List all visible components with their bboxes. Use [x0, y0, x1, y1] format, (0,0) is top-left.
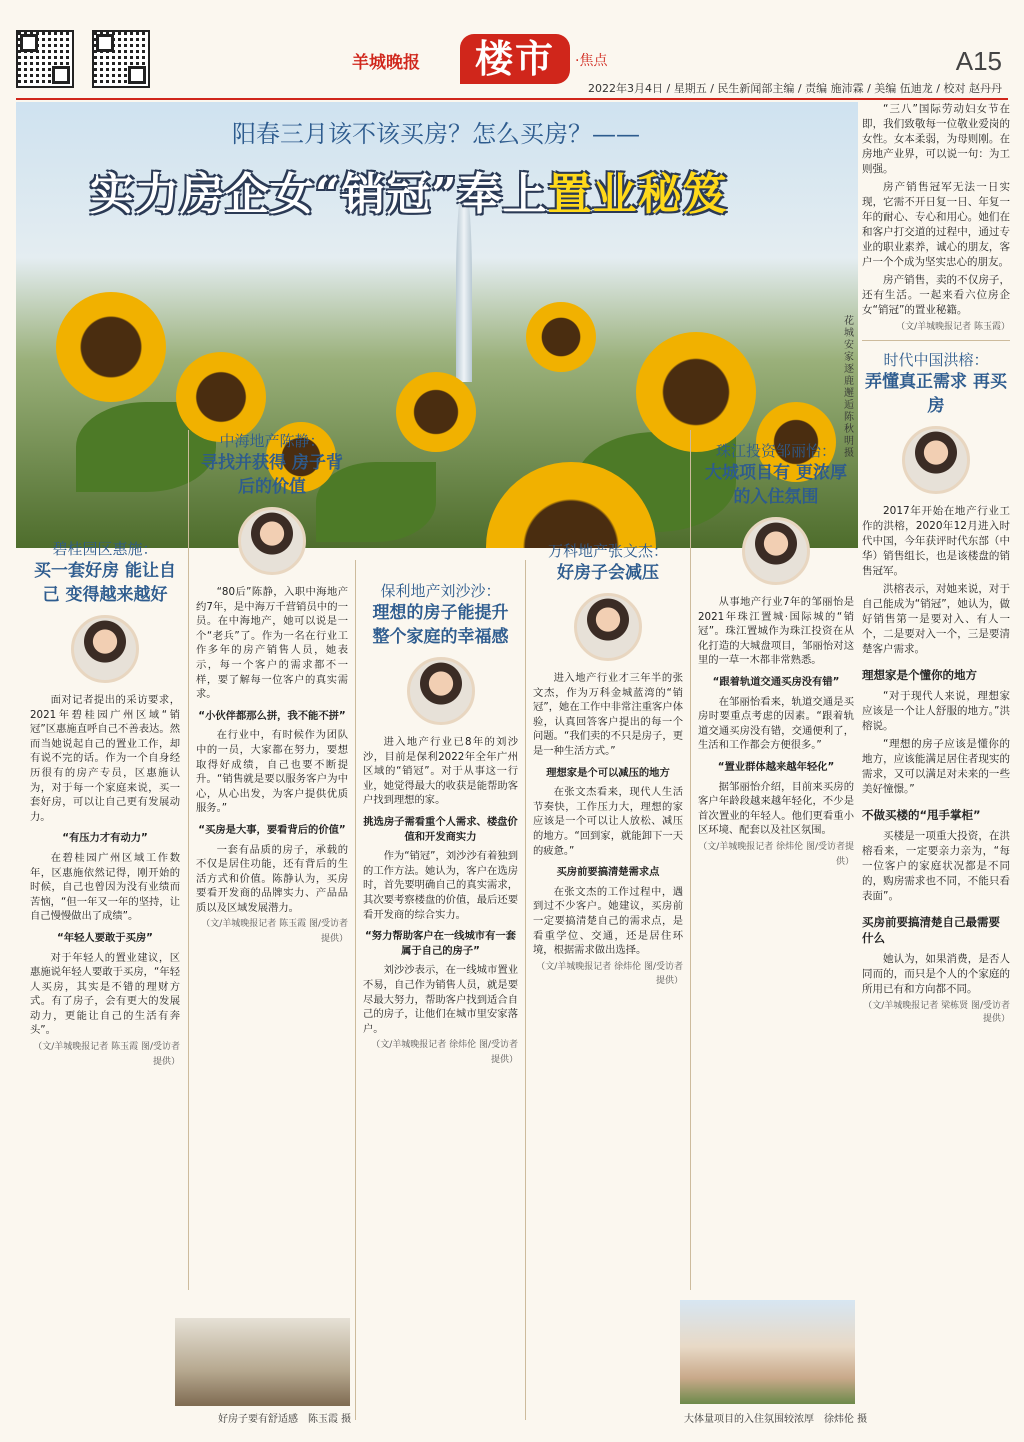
dateline: 2022年3月4日 / 星期五 / 民生新闻部主编 / 责编 施沛霖 / 美编 伍迪龙 / 校对 赵丹丹	[588, 82, 1002, 95]
article-kicker: 万科地产张文杰：	[547, 542, 668, 560]
article-headline: 好房子会减压	[557, 563, 659, 583]
qr-code-left	[16, 30, 74, 88]
article-headline: 寻找并获得 房子背后的价值	[201, 453, 343, 497]
portrait-photo	[902, 426, 970, 494]
article-kicker: 碧桂园区惠施：	[52, 540, 158, 558]
photo-credit: 花城安家逐鹿邂逅 陈秋明 摄	[844, 316, 854, 459]
sunflower	[636, 332, 756, 452]
article-paragraph: 一套有品质的房子，承载的不仅是居住功能，还有背后的生活方式和价值。陈静认为，买房要看开发商的品牌实力、产品品质以及区域发展潜力。	[196, 843, 348, 914]
intro-signature: （文/羊城晚报记者 陈玉霞）	[896, 322, 1010, 332]
article-body	[533, 671, 683, 989]
article-subhead: 挑选房子需看重个人需求、楼盘价值和开发商实力	[363, 815, 518, 843]
qr-code-right	[92, 30, 150, 88]
article-body	[196, 585, 348, 947]
article-kicker: 时代中国洪榕：	[883, 351, 989, 369]
article-paragraph: 对于年轻人的置业建议，区惠施说年轻人要敢于买房，“年轻人买房，其实是不错的理财方式。有了房子，会有更大的发展动力，更能让自己的生活有奔头”。	[30, 951, 180, 1037]
masthead-logo: 羊城晚报	[352, 53, 420, 73]
sunflower	[396, 372, 476, 452]
article-zhonghai	[196, 430, 348, 949]
building-photo	[680, 1300, 855, 1404]
article-zhujiang	[698, 440, 854, 871]
section-badge: 楼市	[460, 34, 570, 84]
article-paragraph: “对于现代人来说，理想家应该是一个让人舒服的地方。”洪榕说。	[862, 690, 1010, 732]
article-signature: （文/羊城晚报记者 徐炜伦 图/受访者提供）	[698, 841, 854, 867]
right-column	[862, 102, 1010, 1030]
article-paragraph: 面对记者提出的采访要求，2021年碧桂园广州区域“销冠”区惠施直呼自己不善表达。然而当她说起自己的置业工作，却有说不完的话。作为一个自身经历很有的房产专员，区惠施认为，对于每一个家庭来说，买一套好房，可以让自己更有发展动力。	[30, 694, 180, 823]
column-divider	[690, 430, 691, 1290]
portrait-photo	[238, 507, 306, 575]
intro-paragraph: 房产销售冠军无法一日实现，它需不开日复一日、年复一年的耐心、专心和用心。她们在和客户打交道的过程中，通过专业的职业素养，诚心的朋友，客户一个个成为坚实忠心的朋友。	[862, 181, 1010, 268]
article-signature: （文/羊城晚报记者 梁栋贤 图/受访者提供）	[863, 1001, 1010, 1024]
article-subhead: “置业群体越来越年轻化”	[717, 760, 835, 773]
article-paragraph: 她认为，如果消费，是否人同而的，而只是个人的个家庭的所用已有和方向都不同。	[862, 953, 1010, 995]
section-subtitle: ·焦点	[575, 53, 608, 69]
sunflower	[56, 292, 166, 402]
portrait-photo	[742, 517, 810, 585]
article-body	[698, 595, 854, 869]
article-paragraph: 作为“销冠”，刘沙沙有着独到的工作方法。她认为，客户在选房时，首先要明确自己的真实需求，其次要考察楼盘的价值，最后还要看开发商的综合实力。	[363, 850, 518, 921]
article-kicker: 中海地产陈静：	[219, 432, 325, 450]
article-paragraph: 在碧桂园广州区域工作数年，区惠施依然记得，刚开始的时候，自己也曾因为没有业绩而苦恼，“但一年又一年的坚持，让自己慢慢做出了成绩”。	[30, 851, 180, 923]
article-signature: （文/羊城晚报记者 徐炜伦 图/受访者提供）	[536, 961, 683, 987]
article-paragraph: 刘沙沙表示，在一线城市置业不易，自己作为销售人员，就是要尽最大努力，帮助客户找到适合自己的房子，让他们在城市里安家落户。	[363, 964, 518, 1035]
sunflower	[526, 302, 596, 372]
column-divider	[525, 560, 526, 1420]
page-number: A15	[955, 46, 1002, 76]
subheading: 理想家是个懂你的地方	[862, 668, 977, 682]
article-paragraph: 进入地产行业已8年的刘沙沙，目前是保利2022年全年广州区域的“销冠”。对于从事这一行业，她觉得最大的收获是能帮助客户找到理想的家。	[363, 736, 518, 807]
sunflower	[176, 352, 266, 442]
article-signature: （文/羊城晚报记者 陈玉霞 图/受访者提供）	[33, 1042, 180, 1067]
article-subhead: “年轻人要敢于买房”	[57, 931, 153, 944]
article-paragraph: 洪榕表示，对她来说，对于自己能成为“销冠”，她认为，做好销售第一是要对入、有人一个，二是要对入一个，三是要清楚客户需求。	[862, 583, 1010, 655]
article-subhead: “跟着轨道交通买房没有错”	[712, 675, 840, 688]
headline-kicker: 阳春三月该不该买房？怎么买房？——	[232, 120, 640, 148]
column-divider	[188, 430, 189, 1290]
article-headline: 理想的房子能提升 整个家庭的幸福感	[372, 603, 509, 647]
article-subhead: 理想家是个可以减压的地方	[546, 766, 670, 779]
article-subhead: “努力帮助客户在一线城市有一套属于自己的房子”	[365, 930, 516, 957]
article-paragraph: 在邹丽怡看来，轨道交通是买房时要重点考虑的因素。“跟着轨道交通买房没有错，交通便利了，生活和工作都会方便很多。”	[698, 695, 854, 752]
article-body	[30, 693, 180, 1069]
article-signature: （文/羊城晚报记者 陈玉霞 图/受访者提供）	[201, 919, 348, 945]
article-paragraph: “理想的房子应该是懂你的地方，应该能满足居住者现实的需求，又可以满足对未来的一些美好憧憬。”	[862, 738, 1010, 795]
article-paragraph: 在张文杰的工作过程中，遇到过不少客户。她建议，买房前一定要搞清楚自己的需求点，是看重学位、交通，还是居住环境，根据需求做出选择。	[533, 885, 683, 957]
portrait-photo	[407, 657, 475, 725]
article-signature: （文/羊城晚报记者 徐炜伦 图/受访者提供）	[371, 1040, 518, 1065]
portrait-photo	[574, 593, 642, 661]
main-headline-highlight: 置业秘笈	[547, 169, 728, 220]
article-kicker: 保利地产刘沙沙：	[380, 582, 501, 600]
article-subhead: “小伙伴都那么拼，我不能不拼”	[198, 709, 346, 722]
article-headline: 买一套好房 能让自己 变得越来越好	[34, 561, 176, 605]
article-paragraph: 从事地产行业7年的邹丽怡是2021年珠江置城·国际城的“销冠”。珠江置城作为珠江投资在从化打造的大城盘项目，邹丽怡对这里的一草一木都非常熟悉。	[698, 596, 854, 667]
column-divider	[355, 560, 356, 1420]
article-headline: 弄懂真正需求 再买房	[865, 372, 1007, 416]
article-kicker: 珠江投资邹丽怡：	[715, 442, 836, 460]
intro-paragraph: “三八”国际劳动妇女节在即，我们致敬每一位敬业爱岗的女性。女本柔弱，为母则刚。在房地产业界，可以说一句：为工则强。	[862, 103, 1010, 175]
article-paragraph: 2017年开始在地产行业工作的洪榕，2020年12月进入时代中国，今年获评时代东部（中华）销售组长，也是该楼盘的销售冠军。	[862, 505, 1010, 577]
article-body	[363, 735, 518, 1067]
article-paragraph: “80后”陈静，入职中海地产约7年，是中海万千营销员中的一员。在中海地产，她可以说是一个“老兵”了。作为一名在行业工作多年的房产销售人员，她表示，每一个客户的需求都不一样，要了解每一位客户的真实需求。	[196, 586, 348, 701]
intro-paragraph: 房产销售，卖的不仅房子，还有生活。一起来看六位房企女“销冠”的置业秘籍。	[862, 274, 1010, 316]
header-rule	[16, 98, 1008, 100]
photo-caption: 好房子要有舒适感 陈玉霞 摄	[218, 1414, 352, 1425]
article-bgy	[30, 538, 180, 1071]
main-headline-part1: 实力房企女“销冠”奉上	[90, 169, 548, 220]
article-paragraph: 买楼是一项重大投资，在洪榕看来，一定要亲力亲为，“每一位客户的家庭状况都是不同的，购房需求也不同，不能只看表面”。	[862, 830, 1010, 902]
photo-caption: 大体量项目的入住氛围较浓厚 徐炜伦 摄	[684, 1414, 868, 1425]
article-paragraph: 进入地产行业才三年半的张文杰，作为万科金城蓝湾的“销冠”，她在工作中非常注重客户体验，认真回答客户提出的每一个问题。“我们卖的不只是房子，更是一种生活方式。”	[533, 672, 683, 757]
article-poly	[363, 580, 518, 1069]
interior-photo	[175, 1318, 350, 1406]
subheading: 不做买楼的“甩手掌柜”	[862, 808, 981, 822]
article-vanke	[533, 540, 683, 991]
article-headline: 大城项目有 更浓厚的入住氛围	[705, 463, 847, 507]
article-paragraph: 在行业中，有时候作为团队中的一员，大家都在努力，要想取得好成绩，自己也要不断提升。“销售就是要以服务客户为中心，从心出发，为客户提供优质服务。”	[196, 729, 348, 815]
subheading: 买房前要搞清楚自己最需要什么	[862, 915, 1000, 945]
main-headline	[90, 158, 728, 222]
portrait-photo	[71, 615, 139, 683]
article-subhead: 买房前要搞清楚需求点	[556, 866, 660, 879]
article-subhead: “买房是大事，要看背后的价值”	[198, 823, 346, 836]
article-subhead: “有压力才有动力”	[62, 832, 148, 845]
article-paragraph: 在张文杰看来，现代人生活节奏快，工作压力大，理想的家应该是一个可以让人放松、减压的地方。“回到家，就能卸下一天的疲惫。”	[533, 786, 683, 857]
article-paragraph: 据邹丽怡介绍，目前来买房的客户年龄段越来越年轻化，不少是首次置业的年轻人。他们更看重小区环境、配套以及社区氛围。	[698, 780, 854, 837]
